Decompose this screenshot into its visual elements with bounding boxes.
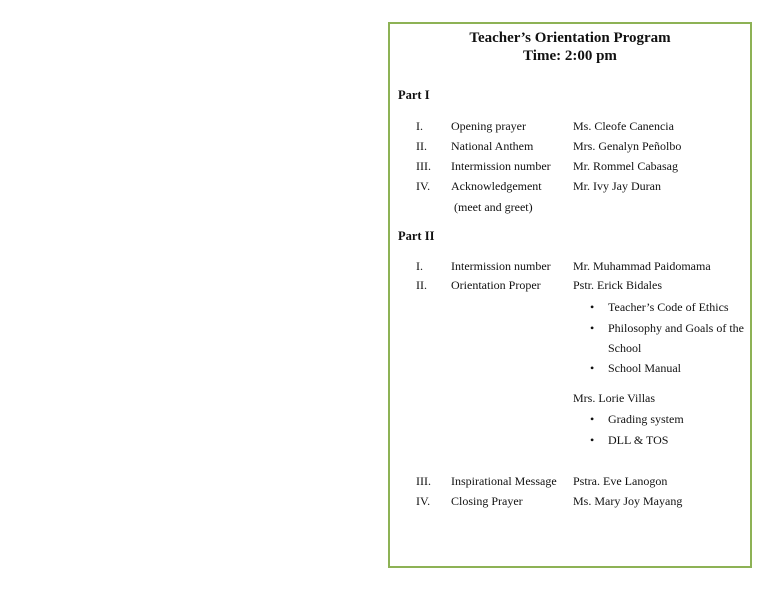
bullet-icon: • (590, 300, 595, 314)
row-item: Opening prayer (451, 119, 526, 133)
speaker-row (390, 391, 750, 407)
topic-item (390, 412, 750, 428)
topic-item (390, 361, 750, 377)
part-1-row (390, 159, 750, 175)
part-2-heading: Part II (398, 229, 435, 243)
row-person: Mr. Ivy Jay Duran (573, 179, 661, 193)
row-item: Closing Prayer (451, 494, 523, 508)
row-item: Orientation Proper (451, 278, 541, 292)
row-person: Ms. Mary Joy Mayang (573, 494, 683, 508)
row-person: Mr. Muhammad Paidomama (573, 259, 711, 273)
row-number: III. (416, 159, 431, 173)
part-2-row (390, 494, 750, 510)
topic-item (390, 321, 750, 337)
part-2-row (390, 278, 750, 294)
program-box (388, 22, 752, 568)
bullet-icon: • (590, 433, 595, 447)
bullet-icon: • (590, 321, 595, 335)
part-2-row (390, 259, 750, 275)
program-time: Time: 2:00 pm (523, 48, 617, 64)
speaker-name: Mrs. Lorie Villas (573, 391, 656, 405)
topic-item (390, 300, 750, 316)
row-person: Ms. Cleofe Canencia (573, 119, 674, 133)
topic-text: Philosophy and Goals of the (608, 321, 744, 335)
part-1-heading: Part I (398, 88, 430, 102)
part-1-row (390, 119, 750, 135)
topic-text: DLL & TOS (608, 433, 669, 447)
part-1-row-note (390, 200, 750, 216)
program-title: Teacher’s Orientation Program (469, 30, 671, 46)
row-item: Intermission number (451, 159, 551, 173)
bullet-icon: • (590, 412, 595, 426)
topic-item (390, 433, 750, 449)
row-item: Inspirational Message (451, 474, 557, 488)
topic-text: Teacher’s Code of Ethics (608, 300, 729, 314)
row-number: II. (416, 139, 427, 153)
row-number: IV. (416, 494, 431, 508)
part-2-row (390, 474, 750, 490)
row-item: Acknowledgement (451, 179, 542, 193)
row-person: Mrs. Genalyn Peñolbo (573, 139, 682, 153)
row-number: III. (416, 474, 431, 488)
part-1-row (390, 179, 750, 195)
row-item: National Anthem (451, 139, 534, 153)
row-number: I. (416, 119, 423, 133)
row-number: II. (416, 278, 427, 292)
part-1-row (390, 139, 750, 155)
topic-text: School (608, 341, 642, 355)
row-person: Pstr. Erick Bidales (573, 278, 662, 292)
row-note: (meet and greet) (454, 200, 533, 214)
topic-text: Grading system (608, 412, 684, 426)
row-number: I. (416, 259, 423, 273)
topic-item-continued (390, 341, 750, 357)
topic-text: School Manual (608, 361, 681, 375)
row-item: Intermission number (451, 259, 551, 273)
row-person: Mr. Rommel Cabasag (573, 159, 678, 173)
row-person: Pstra. Eve Lanogon (573, 474, 668, 488)
row-number: IV. (416, 179, 431, 193)
bullet-icon: • (590, 361, 595, 375)
